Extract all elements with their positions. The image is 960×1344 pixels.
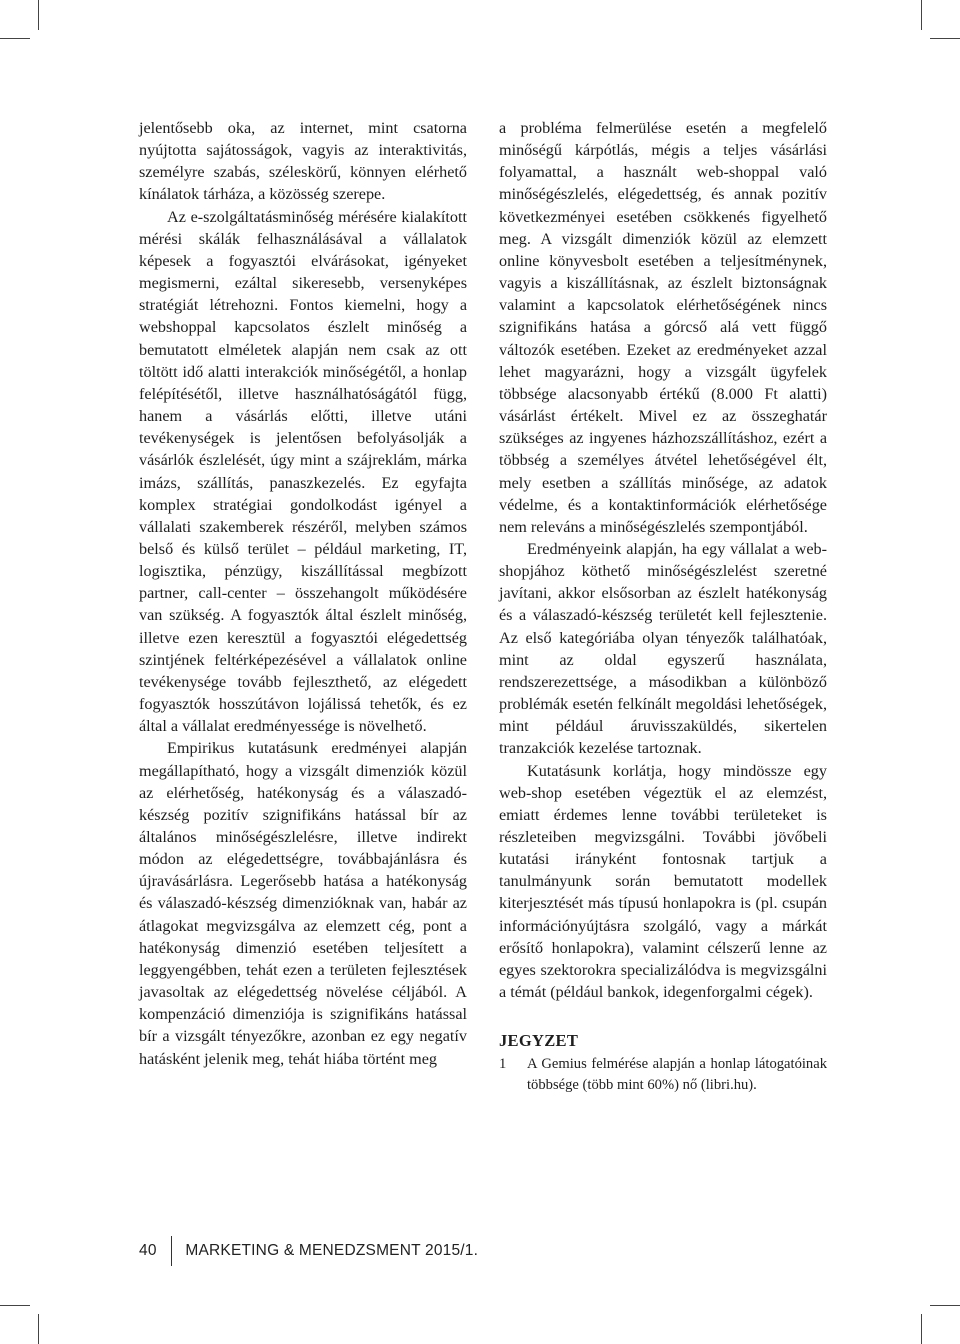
crop-mark — [930, 38, 960, 39]
footer-divider — [171, 1236, 172, 1266]
body-paragraph: Az e-szolgáltatásminőség mérésére kialakított mérési skálák felhasználásával a vállalatok képesek a fogyasztói elvárásokat, igényeket megismerni, ezáltal sikeresebb, versenyképes stratégiát létrehozni. Fontos kiemelni, hogy a webshoppal kapcsolatos észlelt minőség a bemutatott elméletek alapján nem csak az ott töltött idő alatti interakciók minőségétől, a honlap felépítésétől, illetve használhatóságától függ, hanem a vásárlás előtti, illetve utáni tevékenységek is jelentősen befolyásolják a vásárlók észlelését, úgy mint a szájreklám, márka imázs, szállítás, panaszkezelés. Ez egyfajta komplex stratégiai gondolkodást igényel a vállalati szakemberek részéről, melyben számos belső és külső terület – például marketing, IT, logisztika, pénzügy, kiszállítással megbízott partner, call-center – összehangolt működésére van szükség. A fogyasztók által észlelt minőség, illetve ezen keresztül a fogyasztói elégedettség szintjének feltérképezésével a vállalatok online tevékenysége tovább fejleszthető, az elégedett fogyasztók hosszútávon lojálissá tehetők, és ez által a vállalat eredményessége is növelhető. — [139, 207, 467, 736]
body-paragraph: Empirikus kutatásunk eredményei alapján megállapítható, hogy a vizsgált dimenziók közül az elérhetőség, hatékonyság és a válaszadó-készség pozitív szignifikáns hatással bír az általános minőségészlelésre, illetve indirekt módon az elégedettségre, továbbajánlásra és újravásárlásra. Legerősebb hatása a hatékonyság és válaszadó-készség dimenzióknak van, habár az átlagokat megvizsgálva az elemzett cég, pont a hatékonyság dimenzió esetében teljesített a leggyengébben, tehát ezen a területen fejlesztések javasoltak az elégedettség növelése céljából. A kompenzáció dimenziója is szignifikáns hatással bír a vizsgált tényezőkre, azonban ez egy negatív hatásként jelenik meg, tehát hiába történt meg — [139, 739, 467, 1068]
crop-mark — [0, 38, 30, 39]
body-paragraph: a probléma felmerülése esetén a megfelelő minőségű kárpótlás, mégis a teljes vásárlási folyamattal, a használt web-shoppal való minőségészlelés, elégedettség, és annak pozitív következményei esetében csökkenés figyelhető meg. A vizsgált dimenziók közül az elemzett online könyvesbolt esetében a teljesítménynek, vagyis a kiszállításnak, az észlelt biztonságnak valamint a kapcsolatok elérhetőségének nincs szignifikáns hatása a górcső alá vett függő változók esetében. Ezeket az eredményeket azzal lehet magyarázni, hogy a vizsgált ügyfelek többsége alacsonyabb értékű (8.000 Ft alatti) vásárlást értékelt. Mivel ez az összeghatár szükséges az ingyenes házhozszállításhoz, ezért a többség a személyes átvétel lehetőségével élt, mely esetben a szállítás minősége, az adatok védelme, és a kontaktinformációk elérhetősége nem releváns a minőségészlelés szempontjából. — [499, 119, 827, 536]
notes-heading: JEGYZET — [499, 1031, 579, 1051]
crop-mark — [0, 1305, 30, 1306]
footnote-number: 1 — [499, 1056, 507, 1073]
footnote-text: A Gemius felmérése alapján a honlap látogatóinak többsége (több mint 60%) nő (libri.hu). — [527, 1056, 827, 1093]
left-column — [139, 117, 467, 1070]
crop-mark — [930, 1305, 960, 1306]
page-footer — [139, 1236, 478, 1266]
crop-mark — [921, 0, 922, 30]
right-column — [499, 117, 827, 1096]
crop-mark — [38, 0, 39, 30]
page-number: 40 — [139, 1242, 157, 1259]
crop-mark — [921, 1314, 922, 1344]
footnote — [499, 1054, 827, 1095]
journal-title: MARKETING & MENEDZSMENT 2015/1. — [185, 1242, 479, 1259]
crop-mark — [38, 1314, 39, 1344]
body-paragraph: Eredményeink alapján, ha egy vállalat a web-shopjához köthető minőségészlelést szeretné javítani, akkor elsősorban az észlelt hatékonyság és a válaszadó-készség területét kell fejlesztenie. Az első kategóriába olyan tényezők találhatóak, mint az oldal egyszerű használata, rendszerezettsége, a másodikban a különböző problémák esetén felkínált megoldási lehetőségek, mint például áruvisszaküldés, sikertelen tranzakciók kezelése tartoznak. — [499, 539, 827, 758]
body-paragraph: Kutatásunk korlátja, hogy mindössze egy web-shop esetében végeztük el az elemzést, emiatt érdemes lenne további területeket is részleteiben megvizsgálni. További jövőbeli kutatási irányként fontosnak tartjuk a tanulmányunk során bemutatott modellek kiterjesztését más típusú honlapokra is (pl. csupán információnyújtásra szolgáló, vagy a márkát erősítő honlapokra), valamint célszerű lenne az egyes szektorokra specializálódva is megvizsgálni a témát (például bankok, idegenforgalmi cégek). — [499, 761, 827, 1002]
body-paragraph: jelentősebb oka, az internet, mint csatorna nyújtotta sajátosságok, vagyis az interaktivitás, személyre szabás, széleskörű, könnyen elérhető kínálatok tárháza, a közösség szerepe. — [139, 119, 467, 204]
